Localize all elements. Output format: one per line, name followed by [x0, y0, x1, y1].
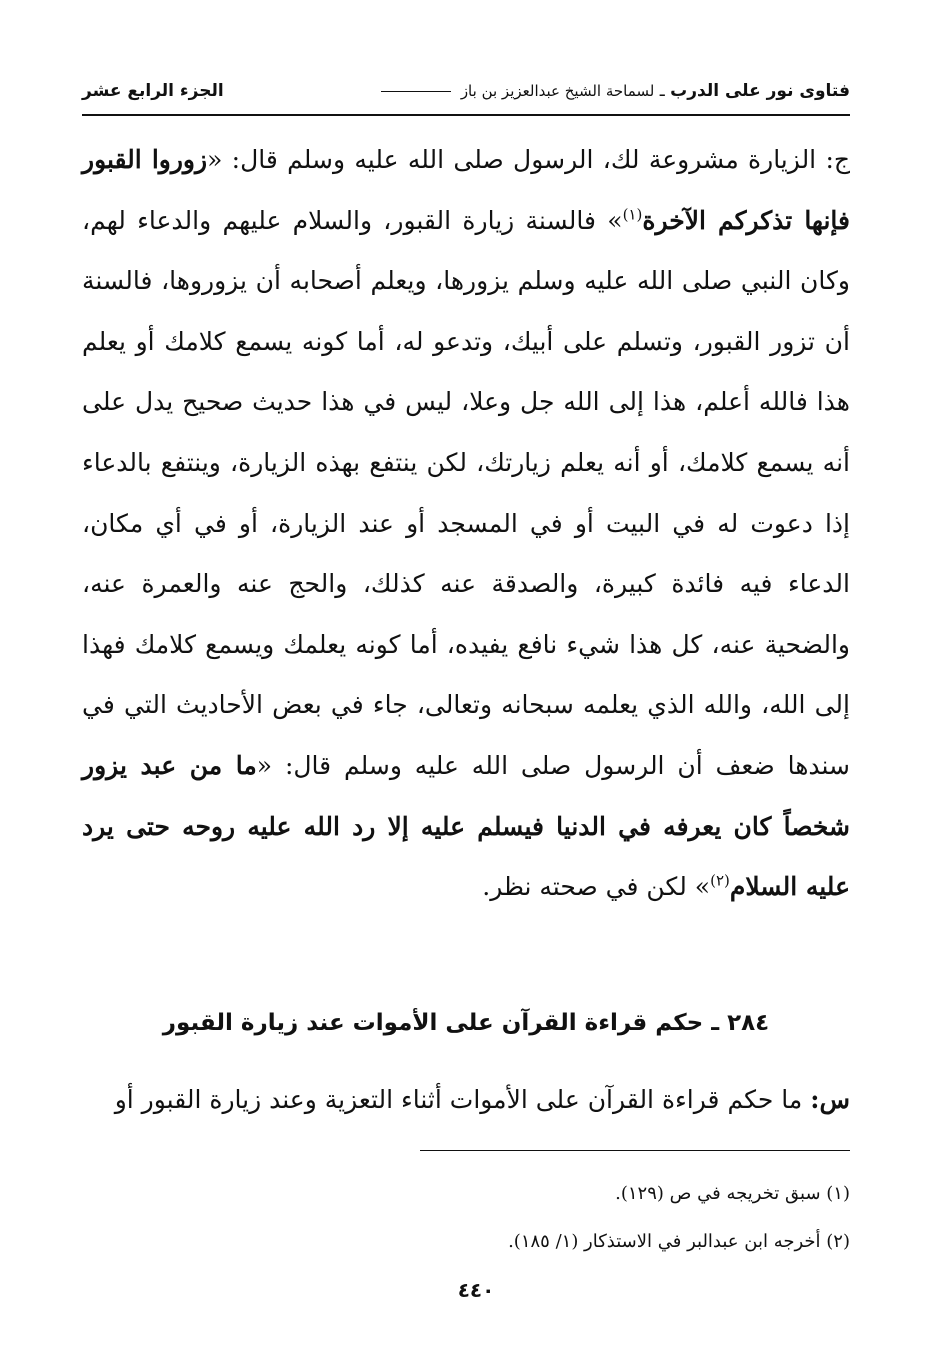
volume-label: الجزء الرابع عشر: [82, 81, 224, 101]
question-paragraph: [82, 1085, 850, 1114]
footnote-1: (١) سبق تخريجه في ص (١٢٩).: [615, 1183, 850, 1204]
header-rule: [82, 114, 850, 116]
hadith-quote-1: زوروا القبور فإنها تذكركم الآخرة: [82, 145, 850, 235]
page-number: ٤٤٠: [457, 1278, 495, 1302]
answer-paragraph: [82, 130, 850, 918]
footnote-ref-1: (١): [622, 205, 643, 224]
footnotes-list: [250, 1170, 850, 1266]
footnote-separator: [420, 1150, 850, 1151]
answer-text-2: » فالسنة زيارة القبور، والسلام عليهم والدعاء لهم، وكان النبي صلى الله عليه وسلم يزورها، ويعلم أصحابه أن يزوروها، فالسنة أن تزور القبور، وتسلم على أبيك، وتدعو له، أما كونه يسمع كلامك أو يعلم هذا فالله أعلم، هذا إلى الله جل وعلا، ليس في هذا حديث صحيح يدل على أنه يسمع كلامك، أو أنه يعلم زيارتك، لكن ينتفع بهذه الزيارة، وينتفع بالدعاء إذا دعوت له في البيت أو في المسجد أو عند الزيارة، أو في أي مكان، الدعاء فيه فائدة كبيرة، والصدقة عنه كذلك، والحج عنه والعمرة عنه، والضحية عنه، كل هذا شيء نافع يفيده، أما كونه يعلمك ويسمع كلامك فهذا إلى الله، والله الذي يعلمه سبحانه وتعالى، جاء في بعض الأحاديث التي في سندها ضعف أن الرسول صلى الله عليه وسلم قال: «: [82, 205, 851, 780]
header-dash: ـ: [659, 81, 665, 101]
running-header: [82, 74, 850, 108]
book-series-title: فتاوى نور على الدرب: [670, 81, 850, 101]
hadith-quote-2: ما من عبد يزور شخصاً كان يعرفه في الدنيا فيسلم عليه إلا رد الله عليه روحه حتى يرد عليه السلام: [82, 750, 850, 902]
answer-text-1: ج: الزيارة مشروعة لك، الرسول صلى الله عليه وسلم قال: «: [207, 145, 851, 174]
question-text: ما حكم قراءة القرآن على الأموات أثناء التعزية وعند زيارة القبور أو: [114, 1085, 811, 1114]
header-divider-line: [381, 91, 451, 92]
footnote-2: (٢) أخرجه ابن عبدالبر في الاستذكار (١/ ١٨٥).: [508, 1231, 850, 1252]
header-series-author: [377, 81, 850, 101]
section-title: ٢٨٤ ـ حكم قراءة القرآن على الأموات عند زيارة القبور: [162, 1010, 770, 1036]
footnote-ref-2: (٢): [710, 871, 730, 890]
book-author: لسماحة الشيخ عبدالعزيز بن باز: [460, 82, 655, 100]
question-label: س:: [810, 1085, 850, 1114]
answer-text-3: » لكن في صحته نظر.: [482, 872, 711, 902]
